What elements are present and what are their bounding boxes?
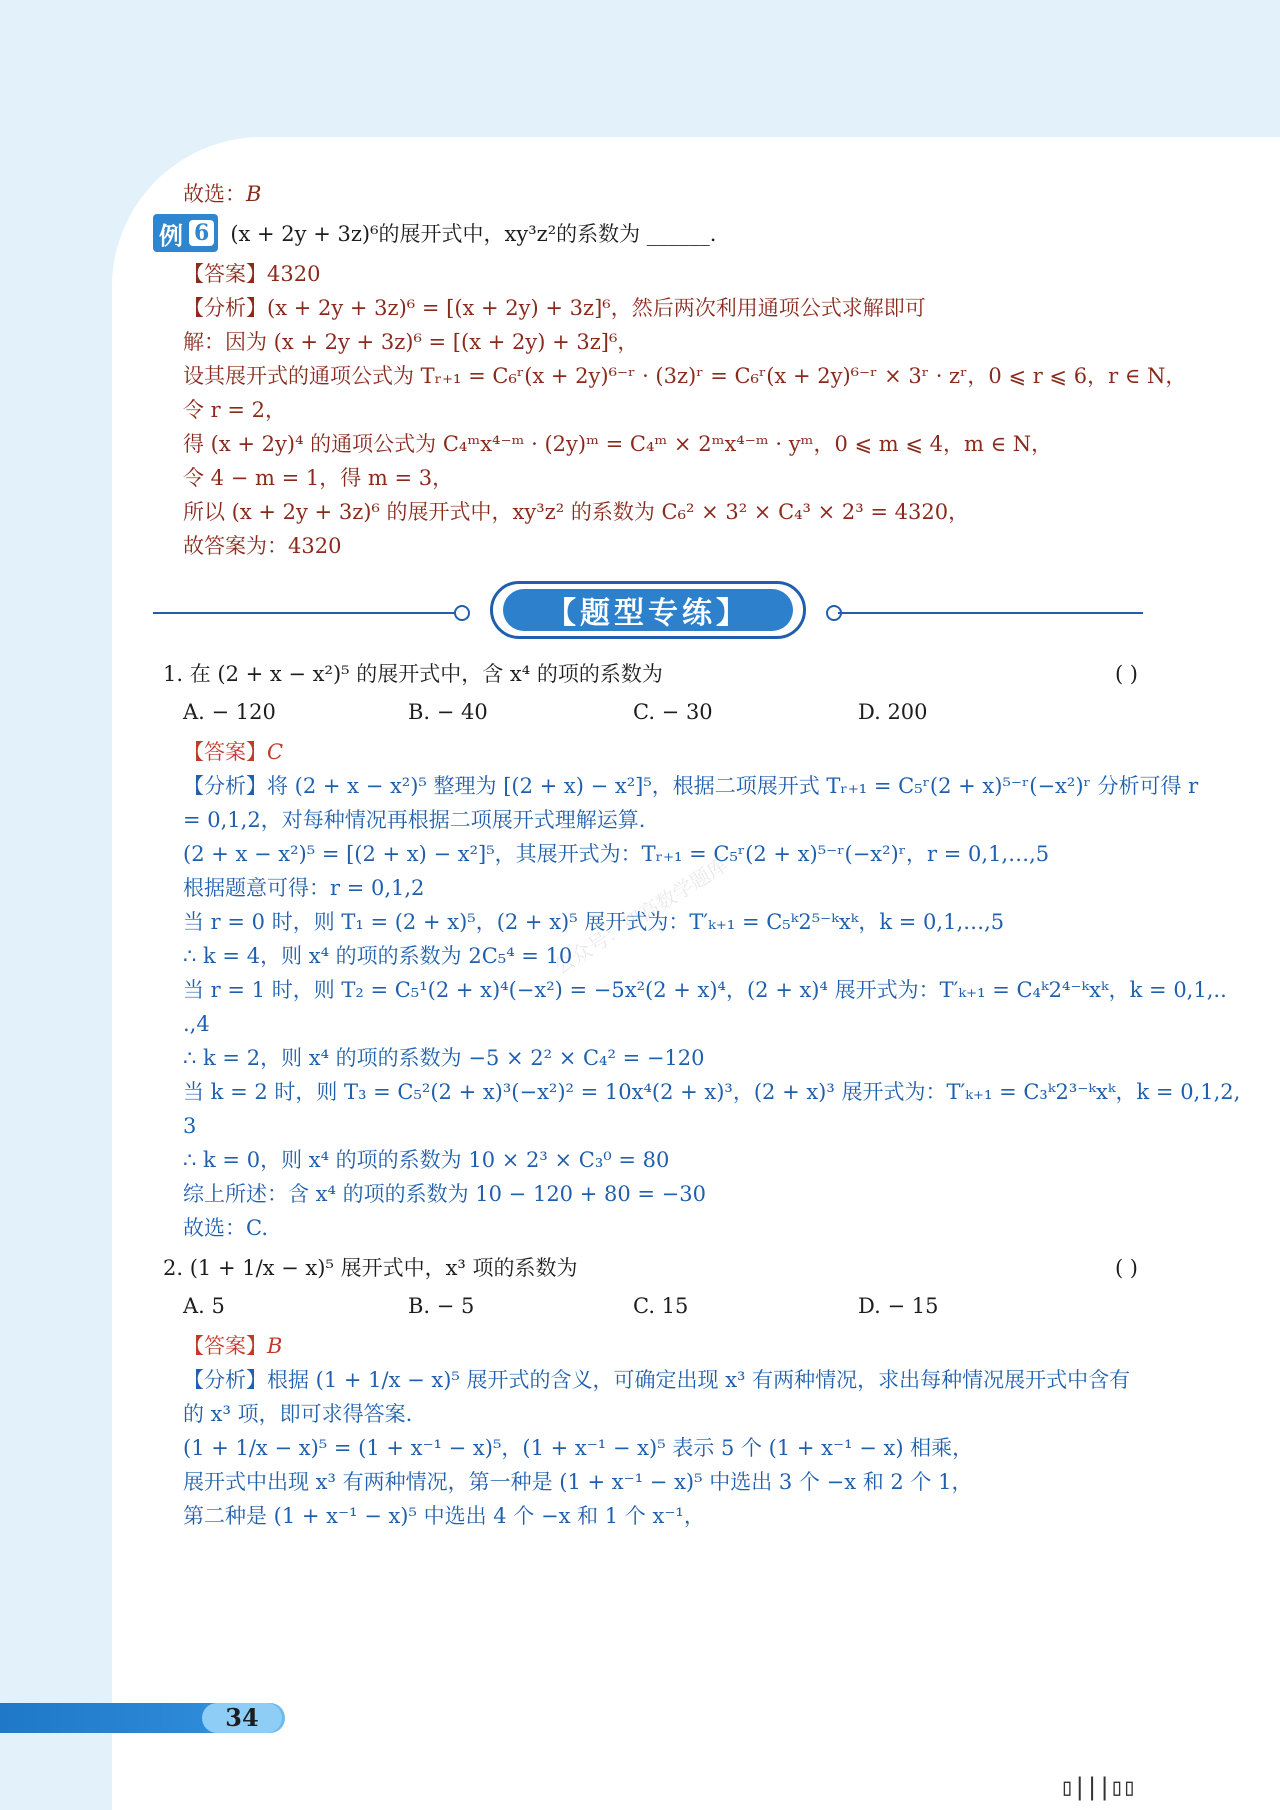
option-c: C. − 30 xyxy=(633,700,713,724)
option-d: D. − 15 xyxy=(858,1294,939,1318)
solution-line: 【分析】根据 (1 + 1/x − x)⁵ 展开式的含义，可确定出现 x³ 有两种情况，求出每种情况展开式中含有 xyxy=(183,1368,1131,1392)
example-solution-line: 故答案为：4320 xyxy=(183,534,342,558)
page-content xyxy=(159,177,1241,1533)
solution-line: 当 k = 2 时，则 T₃ = C₅²(2 + x)³(−x²)² = 10x⁴(2 + x)³，(2 + x)³ 展开式为：T′ₖ₊₁ = C₃ᵏ2³⁻ᵏxᵏ，k = 0,1,2, xyxy=(183,1080,1241,1104)
solution-line: 展开式中出现 x³ 有两种情况，第一种是 (1 + x⁻¹ − x)⁵ 中选出 3 个 −x 和 2 个 1， xyxy=(183,1470,973,1494)
example-solution-line: 得 (x + 2y)⁴ 的通项公式为 C₄ᵐx⁴⁻ᵐ · (2y)ᵐ = C₄ᵐ × 2ᵐx⁴⁻ᵐ · yᵐ，0 ⩽ m ⩽ 4，m ∈ N， xyxy=(183,432,1053,456)
solution-line: ∴ k = 4，则 x⁴ 的项的系数为 2C₅⁴ = 10 xyxy=(183,944,573,968)
solution-line: 根据题意可得：r = 0,1,2 xyxy=(183,876,425,900)
section-title-frame xyxy=(490,581,806,639)
corner-logo-icon: ▯|||▯▯ xyxy=(1060,1773,1135,1801)
question-1-stem: 1. 在 (2 + x − x²)⁵ 的展开式中，含 x⁴ 的项的系数为 xyxy=(163,662,663,686)
example-solution-line: 令 4 − m = 1，得 m = 3， xyxy=(183,466,454,490)
prev-answer-value: B xyxy=(246,182,262,206)
example-tag-label: 例 xyxy=(159,220,183,250)
question-1-options xyxy=(183,695,1143,729)
option-d: D. 200 xyxy=(858,700,928,724)
question-1-answer xyxy=(183,735,1143,769)
section-header xyxy=(153,577,1143,647)
solution-line: 的 x³ 项，即可求得答案. xyxy=(183,1402,413,1426)
solution-line: (2 + x − x²)⁵ = [(2 + x) − x²]⁵，其展开式为：Tᵣ₊₁ = C₅ʳ(2 + x)⁵⁻ʳ(−x²)ʳ，r = 0,1,…,5 xyxy=(183,842,1050,866)
solution-line: 3 xyxy=(183,1114,197,1138)
solution-line: ∴ k = 2，则 x⁴ 的项的系数为 −5 × 2² × C₄² = −120 xyxy=(183,1046,705,1070)
example-solution-line: 设其展开式的通项公式为 Tᵣ₊₁ = C₆ʳ(x + 2y)⁶⁻ʳ · (3z)ʳ = C₆ʳ(x + 2y)⁶⁻ʳ × 3ʳ · zʳ，0 ⩽ r ⩽ 6，r ∈ N， xyxy=(183,364,1187,388)
question-2-stem-row xyxy=(163,1251,1138,1285)
solution-line: .,4 xyxy=(183,1012,210,1036)
question-1-stem-row xyxy=(163,657,1138,691)
example-solution-line: 令 r = 2， xyxy=(183,398,287,422)
answer-value: B xyxy=(267,1334,283,1358)
question-2-answer xyxy=(183,1329,1143,1363)
watermark: 公众号：初高数学题库 xyxy=(549,852,732,979)
example-tag xyxy=(153,214,218,252)
option-b: B. − 40 xyxy=(408,700,488,724)
answer-label: 【答案】 xyxy=(183,1334,267,1358)
solution-line: 当 r = 1 时，则 T₂ = C₅¹(2 + x)⁴(−x²) = −5x²(2 + x)⁴，(2 + x)⁴ 展开式为：T′ₖ₊₁ = C₄ᵏ2⁴⁻ᵏxᵏ，k = 0,1,.. xyxy=(183,978,1227,1002)
option-a: A. 5 xyxy=(183,1294,225,1318)
example-solution-line: 【分析】(x + 2y + 3z)⁶ = [(x + 2y) + 3z]⁶，然后两次利用通项公式求解即可 xyxy=(183,296,926,320)
solution-line: 综上所述：含 x⁴ 的项的系数为 10 − 120 + 80 = −30 xyxy=(183,1182,706,1206)
section-dot-left xyxy=(454,605,470,621)
prev-answer-line xyxy=(183,177,1143,211)
example-number: 6 xyxy=(189,220,214,246)
solution-line: ∴ k = 0，则 x⁴ 的项的系数为 10 × 2³ × C₃⁰ = 80 xyxy=(183,1148,670,1172)
question-1-answer-paren: ( ) xyxy=(1114,662,1138,686)
section-rule-right xyxy=(838,612,1143,614)
example-answer: 【答案】4320 xyxy=(183,262,321,286)
example-solution-line: 解：因为 (x + 2y + 3z)⁶ = [(x + 2y) + 3z]⁶， xyxy=(183,330,639,354)
example-question: (x + 2y + 3z)⁶的展开式中，xy³z²的系数为 ______. xyxy=(230,222,717,246)
question-2-answer-paren: ( ) xyxy=(1114,1256,1138,1280)
solution-line: = 0,1,2，对每种情况再根据二项展开式理解运算. xyxy=(183,808,646,832)
example-solution-line: 所以 (x + 2y + 3z)⁶ 的展开式中，xy³z² 的系数为 C₆² × 3² × C₄³ × 2³ = 4320， xyxy=(183,500,970,524)
solution-line: 【分析】将 (2 + x − x²)⁵ 整理为 [(2 + x) − x²]⁵，根据二项展开式 Tᵣ₊₁ = C₅ʳ(2 + x)⁵⁻ʳ(−x²)ʳ 分析可得 r xyxy=(183,774,1199,798)
answer-label: 【答案】 xyxy=(183,740,267,764)
question-2-options xyxy=(183,1289,1143,1323)
solution-line: 故选：C. xyxy=(183,1216,268,1240)
section-rule-left xyxy=(153,612,458,614)
question-2-stem: 2. (1 + 1/x − x)⁵ 展开式中，x³ 项的系数为 xyxy=(163,1256,578,1280)
solution-line: (1 + 1/x − x)⁵ = (1 + x⁻¹ − x)⁵，(1 + x⁻¹ − x)⁵ 表示 5 个 (1 + x⁻¹ − x) 相乘， xyxy=(183,1436,974,1460)
answer-value: C xyxy=(267,740,284,764)
solution-line: 当 r = 0 时，则 T₁ = (2 + x)⁵，(2 + x)⁵ 展开式为：T′ₖ₊₁ = C₅ᵏ2⁵⁻ᵏxᵏ，k = 0,1,…,5 xyxy=(183,910,1005,934)
option-a: A. − 120 xyxy=(183,700,276,724)
page-number: 34 xyxy=(202,1703,282,1733)
example-header xyxy=(153,211,1143,255)
prev-answer-label: 故选： xyxy=(183,182,246,206)
section-title: 【题型专练】 xyxy=(503,589,793,631)
solution-line: 第二种是 (1 + x⁻¹ − x)⁵ 中选出 4 个 −x 和 1 个 x⁻¹， xyxy=(183,1504,705,1528)
option-b: B. − 5 xyxy=(408,1294,475,1318)
option-c: C. 15 xyxy=(633,1294,689,1318)
